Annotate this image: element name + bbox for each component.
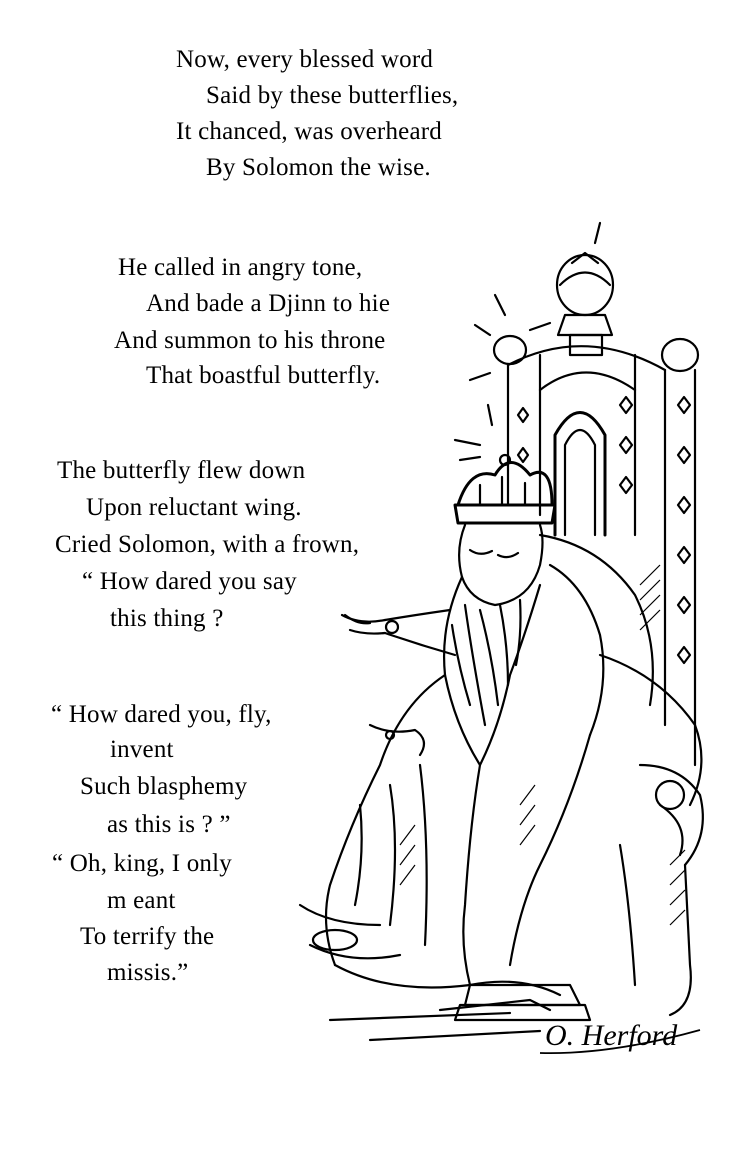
solomon-throne-illustration (240, 205, 720, 1075)
footstool (300, 905, 590, 1020)
poem-line: m eant (107, 887, 176, 914)
poem-line: “ How dared you, fly, (51, 701, 272, 728)
poem-line: invent (110, 736, 174, 763)
poem-line: Such blasphemy (80, 773, 248, 800)
poem-line: To terrify the (80, 923, 215, 950)
hatching (400, 565, 685, 925)
poem-line: as this is ? ” (107, 811, 231, 838)
poem-line: By Solomon the wise. (206, 154, 431, 181)
poem-line: And summon to his throne (114, 327, 386, 354)
poem-line: He called in angry tone, (118, 254, 363, 281)
poem-line: It chanced, was overheard (176, 118, 442, 145)
poem-line: “ Oh, king, I only (52, 850, 232, 877)
poem-line: That boastful butterfly. (146, 362, 381, 389)
poem-line: Upon reluctant wing. (86, 494, 302, 521)
throne-back (508, 346, 695, 765)
throne-finial (494, 253, 698, 371)
poem-line: this thing ? (110, 605, 224, 632)
poem-line: And bade a Djinn to hie (146, 290, 391, 317)
king-head-beard (444, 525, 542, 765)
king-pointing-arm (342, 610, 455, 655)
artist-signature (540, 1019, 700, 1053)
poem-line: Now, every blessed word (176, 46, 434, 73)
throne-arm-seat (600, 655, 703, 1015)
poem-line: “ How dared you say (82, 568, 297, 595)
poem-line: Cried Solomon, with a frown, (55, 531, 360, 558)
poem-line: missis.” (107, 959, 189, 986)
signature-text: O. Herford (545, 1019, 678, 1052)
poem-line: The butterfly flew down (57, 457, 306, 484)
poem-line: Said by these butterflies, (206, 82, 459, 109)
